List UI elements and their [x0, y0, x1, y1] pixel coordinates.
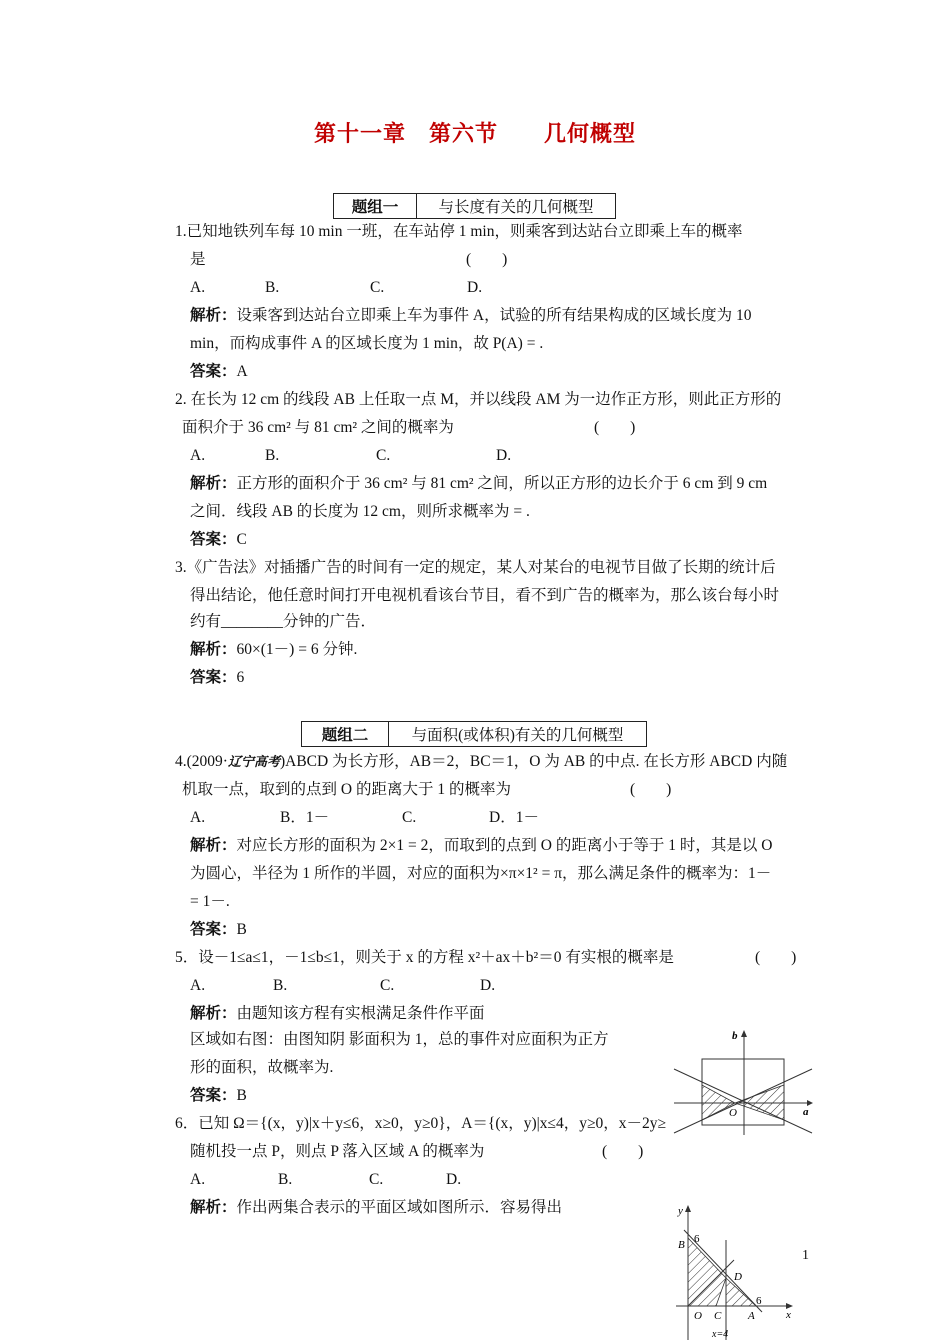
omega-shaded-region — [688, 1238, 726, 1306]
q2-option-b: B. — [265, 447, 280, 464]
a-axis-label: a — [803, 1106, 809, 1118]
q6-option-c: C. — [369, 1171, 384, 1188]
point-c-label: C — [714, 1310, 722, 1322]
q5-option-a: A. — [190, 977, 206, 994]
q5-option-b: B. — [273, 977, 288, 994]
x-equals-4-label: x=4 — [712, 1329, 729, 1340]
q4-stem-prefix: 4.(2009· — [175, 753, 228, 770]
q6-paren: ( ) — [602, 1143, 644, 1160]
q1-answer — [190, 362, 248, 382]
q1-analysis-line1 — [190, 306, 810, 326]
q6-stem-line2: 随机投一点 P，则点 P 落入区域 A 的概率为 — [190, 1143, 485, 1160]
q4-stem-text: )ABCD 为长方形，AB＝2，BC＝1，O 为 AB 的中点. 在长方形 ABCD 内随 — [279, 753, 788, 770]
answer-label: 答案： — [190, 531, 237, 548]
q4-stem-line2: 机取一点，取到的点到 O 的距离大于 1 的概率为 — [182, 781, 511, 798]
group-topic: 与长度有关的几何概型 — [438, 199, 594, 216]
chapter-title: 第十一章 第六节 几何概型 — [313, 121, 636, 146]
q6-option-b: B. — [278, 1171, 293, 1188]
q4-option-c: C. — [402, 809, 417, 826]
answer-label: 答案： — [190, 1087, 237, 1104]
q5-analysis-line1 — [190, 1004, 485, 1024]
analysis-label: 解析： — [190, 837, 237, 854]
q1-stem-line1: 1.已知地铁列车每 10 min 一班，在车站停 1 min，则乘客到达站台立即乘上车的概率 — [175, 223, 743, 240]
q4-answer — [190, 920, 247, 940]
q2-paren: ( ) — [594, 419, 636, 436]
q5-stem: 5．设－1≤a≤1，－1≤b≤1，则关于 x 的方程 x²＋ax＋b²＝0 有实根的概率是 — [175, 949, 674, 966]
q1-option-b: B. — [265, 279, 280, 296]
group-label: 题组二 — [302, 722, 389, 746]
q1-option-a: A. — [190, 279, 206, 296]
q6-figure — [668, 1200, 798, 1344]
q6-stem-line1: 6．已知 Ω＝{(x，y)|x＋y≤6，x≥0，y≥0}，A＝{(x，y)|x≤4，y≥0，x－2y≥ — [175, 1115, 667, 1132]
q2-option-a: A. — [190, 447, 206, 464]
q6-option-d: D. — [446, 1171, 462, 1188]
b-axis-arrow — [741, 1030, 747, 1037]
answer-label: 答案： — [190, 669, 237, 686]
answer-label: 答案： — [190, 921, 237, 938]
answer-value: C — [236, 531, 247, 548]
q4-stem-line1 — [175, 752, 787, 772]
q1-paren: ( ) — [466, 251, 508, 268]
answer-value: B — [236, 921, 247, 938]
q2-option-d: D. — [496, 447, 512, 464]
page-number: 1 — [802, 1248, 809, 1263]
answer-value: A — [236, 363, 248, 380]
point-b-label: B — [678, 1239, 685, 1251]
q2-analysis-line2: 之间．线段 AB 的长度为 12 cm，则所求概率为 = . — [190, 503, 530, 520]
q3-stem-line2: 得出结论，他任意时间打开电视机看该台节目，看不到广告的概率为，那么该台每小时 — [190, 587, 780, 604]
analysis-label: 解析： — [190, 641, 237, 658]
q3-stem-line1: 3.《广告法》对插播广告的时间有一定的规定，某人对某台的电视节目做了长期的统计后 — [175, 559, 776, 576]
analysis-label: 解析： — [190, 1005, 237, 1022]
q4-analysis-line1 — [190, 836, 772, 856]
q4-source: 辽宁高考 — [227, 754, 280, 769]
tick-6-y: 6 — [694, 1233, 700, 1245]
q2-stem-line1: 2. 在长为 12 cm 的线段 AB 上任取一点 M，并以线段 AM 为一边作正方形，则此正方形的 — [175, 391, 782, 408]
analysis-text: 正方形的面积介于 36 cm² 与 81 cm² 之间，所以正方形的边长介于 6 cm 到 9 cm — [236, 475, 768, 492]
q1-stem-line2: 是 — [190, 251, 206, 268]
q5-paren: ( ) — [755, 949, 797, 966]
q5-option-d: D. — [480, 977, 496, 994]
answer-value: B — [236, 1087, 247, 1104]
q1-option-c: C. — [370, 279, 385, 296]
y-axis-label: y — [678, 1205, 683, 1217]
analysis-text: 60×(1－) = 6 分钟. — [236, 641, 358, 658]
group-one-box — [333, 193, 616, 219]
q1-option-d: D. — [467, 279, 483, 296]
analysis-label: 解析： — [190, 1199, 237, 1216]
q2-answer — [190, 530, 247, 550]
q4-option-b: B．1－ — [280, 809, 330, 826]
answer-label: 答案： — [190, 363, 237, 380]
group-label: 题组一 — [334, 194, 417, 218]
tick-6-x: 6 — [756, 1295, 762, 1307]
q4-option-a: A. — [190, 809, 206, 826]
analysis-text: 作出两集合表示的平面区域如图所示．容易得出 — [236, 1199, 563, 1216]
analysis-label: 解析： — [190, 307, 237, 324]
point-d-label: D — [734, 1271, 742, 1283]
analysis-text: 由题知该方程有实根满足条件作平面 — [236, 1005, 485, 1022]
x-axis-label: x — [786, 1309, 791, 1321]
group-topic: 与面积(或体积)有关的几何概型 — [411, 727, 624, 744]
q5-analysis-line3: 形的面积，故概率为. — [190, 1059, 334, 1076]
analysis-text: 对应长方形的面积为 2×1 = 2，而取到的点到 O 的距离小于等于 1 时，其是以 O — [236, 837, 773, 854]
q5-answer — [190, 1086, 247, 1106]
analysis-label: 解析： — [190, 475, 237, 492]
analysis-text: 设乘客到达站台立即乘上车为事件 A，试验的所有结果构成的区域长度为 10 — [236, 307, 752, 324]
q4-analysis-line2: 为圆心，半径为 1 所作的半圆，对应的面积为×π×1² = π，那么满足条件的概率为：1－ — [190, 865, 772, 882]
q1-analysis-line2: min，而构成事件 A 的区域长度为 1 min，故 P(A) = . — [190, 335, 544, 352]
q4-option-d: D．1－ — [489, 809, 539, 826]
q4-analysis-line3: = 1－. — [190, 893, 230, 910]
y-axis-arrow — [685, 1205, 691, 1212]
q2-analysis-line1 — [190, 474, 767, 494]
q3-answer — [190, 668, 244, 688]
b-axis-label: b — [732, 1030, 738, 1042]
origin-label: O — [694, 1310, 702, 1322]
group-two-box — [301, 721, 647, 747]
q5-option-c: C. — [380, 977, 395, 994]
q3-stem-line3: 约有________分钟的广告． — [190, 613, 377, 630]
point-a-label: A — [748, 1310, 755, 1322]
q3-analysis — [190, 640, 357, 660]
q6-option-a: A. — [190, 1171, 206, 1188]
q6-analysis-line1 — [190, 1198, 562, 1218]
q2-stem-line2: 面积介于 36 cm² 与 81 cm² 之间的概率为 — [182, 419, 454, 436]
q4-paren: ( ) — [630, 781, 672, 798]
q2-option-c: C. — [376, 447, 391, 464]
answer-value: 6 — [236, 669, 245, 686]
q5-figure — [672, 1025, 820, 1137]
q5-analysis-line2: 区域如右图：由图知阴 影面积为 1，总的事件对应面积为正方 — [190, 1031, 609, 1048]
origin-label: O — [729, 1107, 737, 1119]
